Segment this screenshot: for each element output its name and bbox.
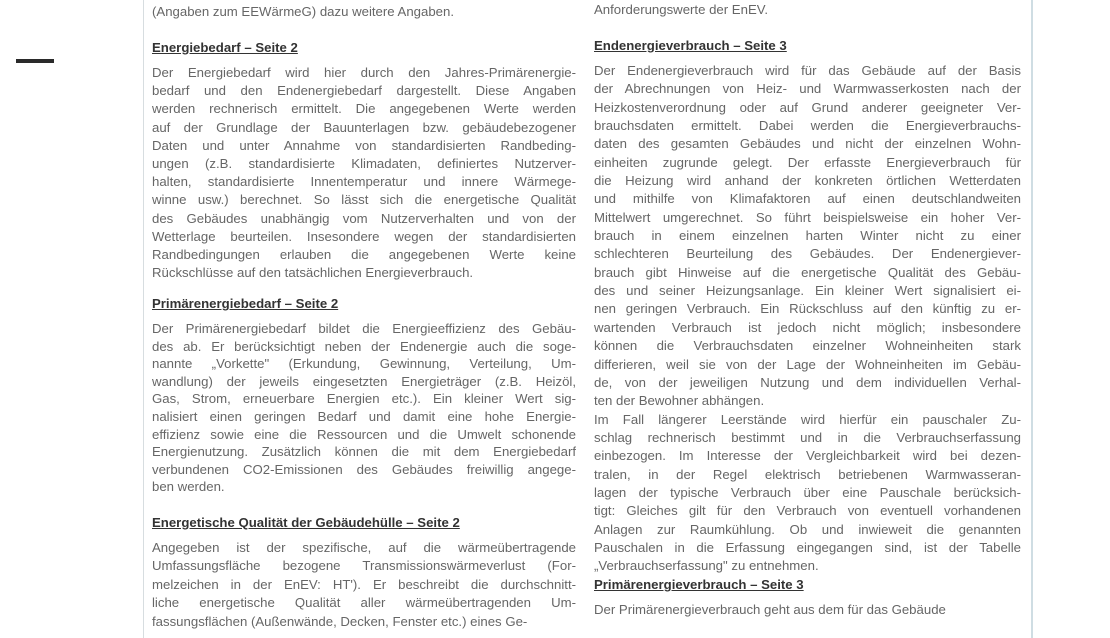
text-line: auf der Grundlage der Bauunterlagen bzw. gebäudebezogener — [152, 119, 576, 135]
text-line: nalisiert einen geringen Bedarf und damit eine hohe Energie- — [152, 408, 576, 424]
text-line: ten der Bewohner abhängen. — [594, 393, 765, 409]
text-line: brauch in einem einzelnen harten Winter nicht zu einer — [594, 228, 1021, 244]
section-heading: Endenergieverbrauch – Seite 3 — [594, 38, 787, 53]
text-line: Wetterlage beurteilen. Insesondere wegen der standardisierten — [152, 228, 576, 244]
text-line: des und seiner Heizungsanlage. Ein kleiner Wert signalisiert ei- — [594, 283, 1021, 299]
text-line: Umfassungsfläche bezogene Transmissionswärmeverlust (For- — [152, 558, 576, 574]
text-line: bedarf und den Endenergiebedarf dargestellt. Diese Angaben — [152, 83, 576, 99]
text-line: lagen der typische Verbrauch über eine Pauschale berücksich- — [594, 484, 1021, 500]
text-line: Randbedingungen erlauben die angegebenen Werte keine — [152, 246, 576, 262]
text-line: Im Fall längerer Leerstände wird hierfür ein pauschaler Zu- — [594, 411, 1021, 427]
text-line: wandlung) der jeweils eingesetzten Energieträger (z.B. Heizöl, — [152, 373, 576, 389]
text-line: Der Primärenergieverbrauch geht aus dem für das Gebäude — [594, 602, 946, 617]
text-line: tigt: Gleiches gilt für den Verbrauch von eventuell vorhandenen — [594, 503, 1021, 519]
text-line: Gas, Strom, erneuerbare Energien etc.). Ein kleiner Wert sig- — [152, 391, 576, 407]
intro-tail — [594, 1, 1021, 19]
section-heading: Energetische Qualität der Gebäudehülle – Seite 2 — [152, 515, 460, 530]
text-line: schlag rechnerisch bestimmt und in die Verbrauchserfassung — [594, 429, 1021, 445]
text-line: „Verbrauchserfassung" zu entnehmen. — [594, 558, 819, 574]
text-line: ungen (z.B. standardisierte Klimadaten, definiertes Nutzerver- — [152, 155, 576, 171]
section-heading: Primärenergiebedarf – Seite 2 — [152, 296, 339, 311]
text-line: effizienz sowie eine die Ressourcen und die Umwelt schonende — [152, 426, 576, 442]
text-line: winne usw.) berechnet. So lässt sich die energetische Qualität — [152, 192, 576, 208]
text-line: halten, standardisierte Innentemperatur und innere Wärmege- — [152, 174, 576, 190]
text-line: einheiten zugrunde gelegt. Der erfasste Energieverbrauch für — [594, 154, 1021, 170]
text-line: melzeichen in der EnEV: HT'). Er beschreibt die durchschnitt- — [152, 576, 576, 592]
text-line: und mithilfe von Klimafaktoren auf einen deutschlandweiten — [594, 191, 1021, 207]
text-line: brauch gibt Hinweise auf die energetische Qualität des Gebäu- — [594, 264, 1021, 280]
text-line: nen geringen Verbrauch. Ein Rückschluss auf den künftig zu er- — [594, 301, 1021, 317]
text-line: wartenden Verbrauch ist jedoch nicht möglich; insbesondere — [594, 319, 1021, 335]
text-line: Anlagen zur Raumkühlung. Ob und inwieweit die genannten — [594, 521, 1021, 537]
text-line: nannte „Vorkette" (Erkundung, Gewinnung, Verteilung, Um- — [152, 356, 576, 372]
section-endenergieverbrauch — [594, 37, 1021, 576]
section-prim-renergiebedarf — [152, 295, 576, 496]
text-line: Der Energiebedarf wird hier durch den Jahres-Primärenergie- — [152, 65, 576, 80]
text-line: (Angaben zum EEWärmeG) dazu weitere Angaben. — [152, 4, 455, 19]
text-line: schlechteren Beurteilung des Gebäudes. Der Endenergiever- — [594, 246, 1021, 262]
text-line: tralen, in der Regel elektrisch betriebenen Warmwasseran- — [594, 466, 1021, 482]
text-line: der Abrechnungen von Heiz- und Warmwasserkosten nach der — [594, 81, 1021, 97]
text-line: verbundenen CO2-Emissionen des Gebäudes freiwillig angege- — [152, 461, 576, 477]
text-line: werden rechnerisch ermittelt. Die angegebenen Werte werden — [152, 101, 576, 117]
text-line: liche energetische Qualität aller wärmeübertragenden Um- — [152, 595, 576, 611]
section-energetische-qualit-t-der-geb-udeh-lle — [152, 514, 576, 631]
margin-mark — [16, 59, 54, 63]
text-line: Energienutzung. Zusätzlich können die mit dem Energiebedarf — [152, 444, 576, 460]
text-line: ben werden. — [152, 479, 225, 495]
section-heading: Energiebedarf – Seite 2 — [152, 40, 298, 55]
text-line: Angegeben ist der spezifische, auf die wärmeübertragende — [152, 540, 576, 555]
text-line: Heizkostenverordnung oder auf Grund anderer geeigneter Ver- — [594, 99, 1021, 115]
section-heading: Primärenergieverbrauch – Seite 3 — [594, 577, 804, 592]
text-line: des Gebäudes unabhängig vom Nutzerverhalten und von der — [152, 210, 576, 226]
text-line: des ab. Er berücksichtigt neben der Endenergie auch die soge- — [152, 338, 576, 354]
text-line: einbezogen. Im Interesse der Vergleichbarkeit wird bei dezen- — [594, 448, 1021, 464]
text-line: Mittelwert umgerechnet. So führt beispielsweise ein hoher Ver- — [594, 209, 1021, 225]
section-energiebedarf — [152, 39, 576, 282]
text-line: de, von der jeweiligen Nutzung und dem individuellen Verhal- — [594, 374, 1021, 390]
text-line: Anforderungswerte der EnEV. — [594, 2, 768, 17]
text-line: fassungsflächen (Außenwände, Decken, Fenster etc.) eines Ge- — [152, 613, 528, 629]
text-line: können die Verbrauchsdaten einzelner Wohneinheiten stark — [594, 338, 1021, 354]
text-line: daten des gesamten Gebäudes und nicht der einzelnen Wohn- — [594, 136, 1021, 152]
text-line: Daten und unter Annahme von standardisierten Randbeding- — [152, 137, 576, 153]
text-line: die Heizung wird anhand der konkreten örtlichen Wetterdaten — [594, 173, 1021, 189]
intro-tail — [152, 3, 576, 21]
text-line: Der Endenergieverbrauch wird für das Gebäude auf der Basis — [594, 63, 1021, 78]
text-line: Pauschalen in die Erfassung eingegangen sind, ist der Tabelle — [594, 539, 1021, 555]
text-line: differieren, weil sie von der Lage der Wohneinheiten im Gebäu- — [594, 356, 1021, 372]
text-line: Rückschlüsse auf den tatsächlichen Energieverbrauch. — [152, 265, 474, 281]
text-line: brauchsdaten ermittelt. Dabei werden die Energieverbrauchs- — [594, 118, 1021, 134]
text-line: Der Primärenergiebedarf bildet die Energieeffizienz des Gebäu- — [152, 321, 576, 336]
section-prim-renergieverbrauch — [594, 576, 1021, 619]
